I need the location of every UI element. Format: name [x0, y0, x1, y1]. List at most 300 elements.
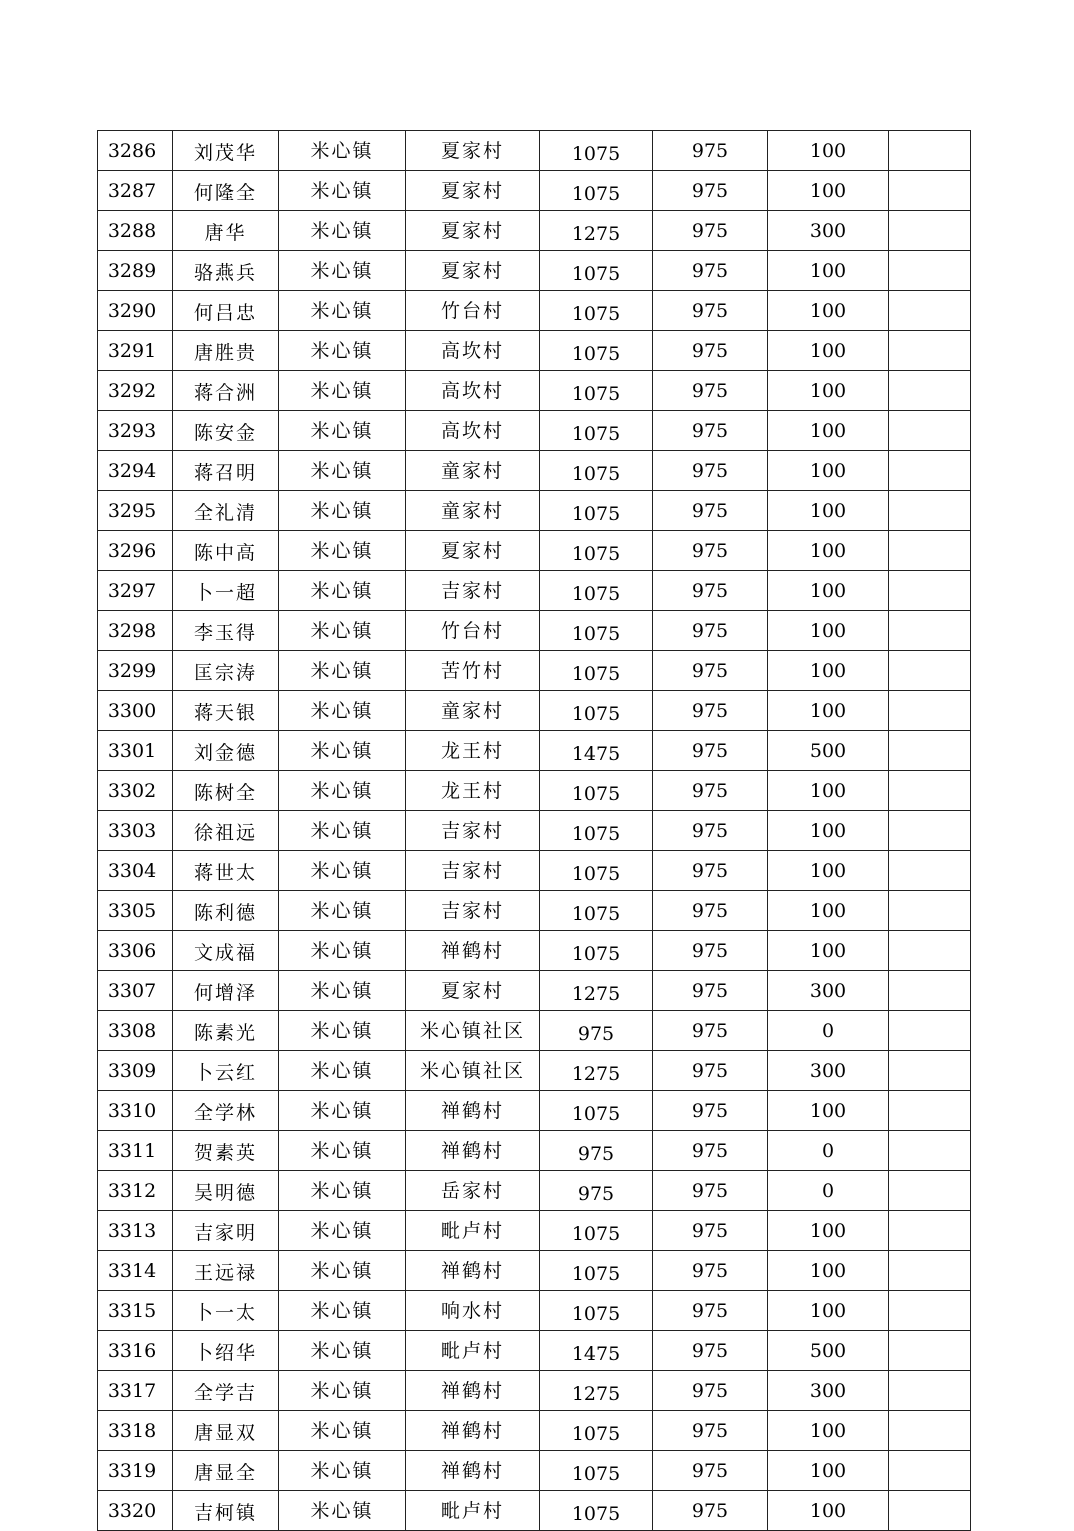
town-cell: 米心镇 — [279, 1291, 406, 1331]
amount-b-cell: 975 — [653, 1371, 768, 1411]
name-cell: 全礼清 — [173, 491, 279, 531]
town-cell: 米心镇 — [279, 1171, 406, 1211]
name-cell: 李玉得 — [173, 611, 279, 651]
name-cell: 徐祖远 — [173, 811, 279, 851]
village-cell: 禅鹤村 — [406, 1131, 540, 1171]
table-row — [98, 931, 971, 971]
table-row — [98, 1051, 971, 1091]
note-cell — [889, 171, 971, 211]
amount-a-cell: 1075 — [540, 131, 653, 171]
town-cell: 米心镇 — [279, 411, 406, 451]
amount-a-cell: 975 — [540, 1131, 653, 1171]
amount-c-cell: 100 — [768, 1291, 889, 1331]
village-cell: 禅鹤村 — [406, 1091, 540, 1131]
amount-c-cell: 300 — [768, 971, 889, 1011]
row-number-cell: 3303 — [98, 811, 173, 851]
row-number-cell: 3315 — [98, 1291, 173, 1331]
name-cell: 陈利德 — [173, 891, 279, 931]
amount-a-cell: 975 — [540, 1011, 653, 1051]
row-number-cell: 3302 — [98, 771, 173, 811]
note-cell — [889, 1131, 971, 1171]
row-number-cell: 3307 — [98, 971, 173, 1011]
note-cell — [889, 1411, 971, 1451]
amount-b-cell: 975 — [653, 651, 768, 691]
amount-a-cell: 1075 — [540, 891, 653, 931]
amount-b-cell: 975 — [653, 1011, 768, 1051]
village-cell: 童家村 — [406, 691, 540, 731]
village-cell: 高坎村 — [406, 331, 540, 371]
amount-b-cell: 975 — [653, 251, 768, 291]
village-cell: 禅鹤村 — [406, 1371, 540, 1411]
row-number-cell: 3318 — [98, 1411, 173, 1451]
amount-a-cell: 1475 — [540, 1331, 653, 1371]
village-cell: 龙王村 — [406, 731, 540, 771]
table-row — [98, 851, 971, 891]
amount-c-cell: 100 — [768, 491, 889, 531]
note-cell — [889, 1011, 971, 1051]
amount-a-cell: 1075 — [540, 1451, 653, 1491]
name-cell: 吴明德 — [173, 1171, 279, 1211]
row-number-cell: 3310 — [98, 1091, 173, 1131]
amount-b-cell: 975 — [653, 1451, 768, 1491]
amount-a-cell: 1075 — [540, 411, 653, 451]
note-cell — [889, 1451, 971, 1491]
village-cell: 夏家村 — [406, 531, 540, 571]
town-cell: 米心镇 — [279, 1251, 406, 1291]
amount-c-cell: 100 — [768, 531, 889, 571]
note-cell — [889, 691, 971, 731]
town-cell: 米心镇 — [279, 171, 406, 211]
amount-a-cell: 1075 — [540, 931, 653, 971]
village-cell: 禅鹤村 — [406, 931, 540, 971]
amount-c-cell: 100 — [768, 891, 889, 931]
amount-b-cell: 975 — [653, 731, 768, 771]
town-cell: 米心镇 — [279, 531, 406, 571]
amount-b-cell: 975 — [653, 491, 768, 531]
note-cell — [889, 211, 971, 251]
row-number-cell: 3308 — [98, 1011, 173, 1051]
name-cell: 卜云红 — [173, 1051, 279, 1091]
amount-a-cell: 1075 — [540, 291, 653, 331]
town-cell: 米心镇 — [279, 211, 406, 251]
amount-b-cell: 975 — [653, 611, 768, 651]
amount-b-cell: 975 — [653, 1251, 768, 1291]
name-cell: 唐显双 — [173, 1411, 279, 1451]
name-cell: 陈树全 — [173, 771, 279, 811]
table-row — [98, 131, 971, 171]
town-cell: 米心镇 — [279, 1011, 406, 1051]
amount-c-cell: 100 — [768, 131, 889, 171]
town-cell: 米心镇 — [279, 1411, 406, 1451]
row-number-cell: 3296 — [98, 531, 173, 571]
table-row — [98, 1451, 971, 1491]
note-cell — [889, 851, 971, 891]
name-cell: 卜一太 — [173, 1291, 279, 1331]
row-number-cell: 3291 — [98, 331, 173, 371]
table-row — [98, 811, 971, 851]
village-cell: 吉家村 — [406, 891, 540, 931]
town-cell: 米心镇 — [279, 371, 406, 411]
row-number-cell: 3298 — [98, 611, 173, 651]
table-row — [98, 1371, 971, 1411]
amount-a-cell: 1075 — [540, 451, 653, 491]
table-row — [98, 731, 971, 771]
name-cell: 文成福 — [173, 931, 279, 971]
table-row — [98, 1011, 971, 1051]
name-cell: 何隆全 — [173, 171, 279, 211]
village-cell: 响水村 — [406, 1291, 540, 1331]
note-cell — [889, 1371, 971, 1411]
town-cell: 米心镇 — [279, 651, 406, 691]
amount-c-cell: 100 — [768, 771, 889, 811]
village-cell: 吉家村 — [406, 571, 540, 611]
note-cell — [889, 931, 971, 971]
village-cell: 吉家村 — [406, 811, 540, 851]
amount-b-cell: 975 — [653, 811, 768, 851]
name-cell: 蒋天银 — [173, 691, 279, 731]
village-cell: 夏家村 — [406, 171, 540, 211]
table-row — [98, 1251, 971, 1291]
town-cell: 米心镇 — [279, 1051, 406, 1091]
table-row — [98, 1131, 971, 1171]
amount-c-cell: 100 — [768, 1491, 889, 1531]
amount-c-cell: 0 — [768, 1171, 889, 1211]
name-cell: 卜绍华 — [173, 1331, 279, 1371]
note-cell — [889, 1491, 971, 1531]
amount-a-cell: 1075 — [540, 1291, 653, 1331]
village-cell: 童家村 — [406, 491, 540, 531]
table-row — [98, 611, 971, 651]
name-cell: 全学吉 — [173, 1371, 279, 1411]
table-row — [98, 171, 971, 211]
amount-c-cell: 100 — [768, 411, 889, 451]
table-row — [98, 971, 971, 1011]
village-cell: 高坎村 — [406, 371, 540, 411]
table-row — [98, 451, 971, 491]
note-cell — [889, 1051, 971, 1091]
amount-a-cell: 1075 — [540, 611, 653, 651]
town-cell: 米心镇 — [279, 891, 406, 931]
town-cell: 米心镇 — [279, 771, 406, 811]
amount-b-cell: 975 — [653, 851, 768, 891]
amount-c-cell: 100 — [768, 291, 889, 331]
name-cell: 唐华 — [173, 211, 279, 251]
amount-b-cell: 975 — [653, 771, 768, 811]
amount-c-cell: 100 — [768, 611, 889, 651]
row-number-cell: 3317 — [98, 1371, 173, 1411]
note-cell — [889, 1171, 971, 1211]
town-cell: 米心镇 — [279, 1331, 406, 1371]
row-number-cell: 3297 — [98, 571, 173, 611]
amount-a-cell: 1075 — [540, 171, 653, 211]
row-number-cell: 3320 — [98, 1491, 173, 1531]
amount-c-cell: 500 — [768, 1331, 889, 1371]
amount-c-cell: 100 — [768, 1251, 889, 1291]
note-cell — [889, 971, 971, 1011]
amount-c-cell: 0 — [768, 1131, 889, 1171]
row-number-cell: 3299 — [98, 651, 173, 691]
amount-b-cell: 975 — [653, 1171, 768, 1211]
table-row — [98, 651, 971, 691]
village-cell: 龙王村 — [406, 771, 540, 811]
village-cell: 吉家村 — [406, 851, 540, 891]
table-row — [98, 291, 971, 331]
village-cell: 高坎村 — [406, 411, 540, 451]
note-cell — [889, 771, 971, 811]
note-cell — [889, 411, 971, 451]
amount-b-cell: 975 — [653, 451, 768, 491]
amount-c-cell: 100 — [768, 1451, 889, 1491]
amount-c-cell: 100 — [768, 571, 889, 611]
amount-a-cell: 1275 — [540, 1051, 653, 1091]
amount-a-cell: 1075 — [540, 811, 653, 851]
note-cell — [889, 811, 971, 851]
note-cell — [889, 1331, 971, 1371]
amount-c-cell: 100 — [768, 931, 889, 971]
name-cell: 陈安金 — [173, 411, 279, 451]
village-cell: 毗卢村 — [406, 1331, 540, 1371]
town-cell: 米心镇 — [279, 731, 406, 771]
row-number-cell: 3290 — [98, 291, 173, 331]
town-cell: 米心镇 — [279, 1131, 406, 1171]
amount-a-cell: 1075 — [540, 531, 653, 571]
town-cell: 米心镇 — [279, 1211, 406, 1251]
table-row — [98, 571, 971, 611]
amount-b-cell: 975 — [653, 131, 768, 171]
note-cell — [889, 371, 971, 411]
table-row — [98, 251, 971, 291]
name-cell: 匡宗涛 — [173, 651, 279, 691]
amount-b-cell: 975 — [653, 971, 768, 1011]
amount-c-cell: 100 — [768, 1211, 889, 1251]
table-row — [98, 1491, 971, 1531]
amount-c-cell: 300 — [768, 1051, 889, 1091]
village-cell: 禅鹤村 — [406, 1451, 540, 1491]
table-row — [98, 1411, 971, 1451]
amount-a-cell: 1075 — [540, 691, 653, 731]
table-row — [98, 1291, 971, 1331]
town-cell: 米心镇 — [279, 691, 406, 731]
amount-b-cell: 975 — [653, 1291, 768, 1331]
row-number-cell: 3309 — [98, 1051, 173, 1091]
town-cell: 米心镇 — [279, 1451, 406, 1491]
town-cell: 米心镇 — [279, 851, 406, 891]
amount-a-cell: 975 — [540, 1171, 653, 1211]
amount-b-cell: 975 — [653, 411, 768, 451]
name-cell: 唐显全 — [173, 1451, 279, 1491]
amount-a-cell: 1075 — [540, 771, 653, 811]
amount-b-cell: 975 — [653, 571, 768, 611]
table-row — [98, 691, 971, 731]
row-number-cell: 3313 — [98, 1211, 173, 1251]
note-cell — [889, 451, 971, 491]
amount-c-cell: 100 — [768, 1411, 889, 1451]
village-cell: 竹台村 — [406, 291, 540, 331]
amount-a-cell: 1075 — [540, 371, 653, 411]
village-cell: 竹台村 — [406, 611, 540, 651]
amount-c-cell: 100 — [768, 171, 889, 211]
amount-b-cell: 975 — [653, 531, 768, 571]
town-cell: 米心镇 — [279, 1371, 406, 1411]
amount-a-cell: 1075 — [540, 571, 653, 611]
name-cell: 何吕忠 — [173, 291, 279, 331]
amount-a-cell: 1275 — [540, 1371, 653, 1411]
row-number-cell: 3319 — [98, 1451, 173, 1491]
town-cell: 米心镇 — [279, 1491, 406, 1531]
amount-a-cell: 1075 — [540, 1091, 653, 1131]
town-cell: 米心镇 — [279, 931, 406, 971]
amount-a-cell: 1275 — [540, 971, 653, 1011]
amount-b-cell: 975 — [653, 1211, 768, 1251]
amount-b-cell: 975 — [653, 931, 768, 971]
town-cell: 米心镇 — [279, 251, 406, 291]
amount-c-cell: 500 — [768, 731, 889, 771]
amount-b-cell: 975 — [653, 171, 768, 211]
note-cell — [889, 251, 971, 291]
town-cell: 米心镇 — [279, 451, 406, 491]
village-cell: 毗卢村 — [406, 1491, 540, 1531]
amount-b-cell: 975 — [653, 1491, 768, 1531]
amount-a-cell: 1075 — [540, 1491, 653, 1531]
amount-a-cell: 1075 — [540, 1211, 653, 1251]
table-row — [98, 1331, 971, 1371]
amount-b-cell: 975 — [653, 291, 768, 331]
name-cell: 蒋世太 — [173, 851, 279, 891]
village-cell: 童家村 — [406, 451, 540, 491]
table-row — [98, 211, 971, 251]
amount-c-cell: 100 — [768, 651, 889, 691]
amount-a-cell: 1475 — [540, 731, 653, 771]
name-cell: 骆燕兵 — [173, 251, 279, 291]
row-number-cell: 3286 — [98, 131, 173, 171]
row-number-cell: 3305 — [98, 891, 173, 931]
name-cell: 刘金德 — [173, 731, 279, 771]
table-row — [98, 1211, 971, 1251]
village-cell: 米心镇社区 — [406, 1051, 540, 1091]
row-number-cell: 3292 — [98, 371, 173, 411]
name-cell: 蒋合洲 — [173, 371, 279, 411]
row-number-cell: 3311 — [98, 1131, 173, 1171]
row-number-cell: 3295 — [98, 491, 173, 531]
table-row — [98, 1091, 971, 1131]
village-cell: 苦竹村 — [406, 651, 540, 691]
amount-c-cell: 100 — [768, 811, 889, 851]
name-cell: 全学林 — [173, 1091, 279, 1131]
note-cell — [889, 491, 971, 531]
name-cell: 吉家明 — [173, 1211, 279, 1251]
amount-b-cell: 975 — [653, 1331, 768, 1371]
name-cell: 王远禄 — [173, 1251, 279, 1291]
note-cell — [889, 1091, 971, 1131]
amount-c-cell: 100 — [768, 1091, 889, 1131]
amount-b-cell: 975 — [653, 1131, 768, 1171]
village-cell: 夏家村 — [406, 131, 540, 171]
amount-c-cell: 100 — [768, 851, 889, 891]
note-cell — [889, 651, 971, 691]
data-table — [97, 130, 971, 1531]
row-number-cell: 3293 — [98, 411, 173, 451]
amount-c-cell: 100 — [768, 251, 889, 291]
amount-b-cell: 975 — [653, 211, 768, 251]
name-cell: 陈中高 — [173, 531, 279, 571]
town-cell: 米心镇 — [279, 571, 406, 611]
row-number-cell: 3294 — [98, 451, 173, 491]
amount-a-cell: 1075 — [540, 491, 653, 531]
row-number-cell: 3304 — [98, 851, 173, 891]
table-body — [98, 131, 971, 1531]
note-cell — [889, 571, 971, 611]
row-number-cell: 3314 — [98, 1251, 173, 1291]
amount-a-cell: 1075 — [540, 851, 653, 891]
village-cell: 夏家村 — [406, 251, 540, 291]
town-cell: 米心镇 — [279, 811, 406, 851]
table-row — [98, 371, 971, 411]
note-cell — [889, 611, 971, 651]
amount-a-cell: 1275 — [540, 211, 653, 251]
amount-c-cell: 0 — [768, 1011, 889, 1051]
amount-a-cell: 1075 — [540, 251, 653, 291]
amount-a-cell: 1075 — [540, 651, 653, 691]
amount-c-cell: 100 — [768, 331, 889, 371]
name-cell: 何增泽 — [173, 971, 279, 1011]
table-row — [98, 891, 971, 931]
amount-b-cell: 975 — [653, 1091, 768, 1131]
amount-a-cell: 1075 — [540, 1411, 653, 1451]
row-number-cell: 3316 — [98, 1331, 173, 1371]
amount-b-cell: 975 — [653, 1051, 768, 1091]
amount-b-cell: 975 — [653, 691, 768, 731]
amount-c-cell: 300 — [768, 1371, 889, 1411]
amount-c-cell: 300 — [768, 211, 889, 251]
table-row — [98, 771, 971, 811]
name-cell: 刘茂华 — [173, 131, 279, 171]
town-cell: 米心镇 — [279, 291, 406, 331]
name-cell: 陈素光 — [173, 1011, 279, 1051]
note-cell — [889, 891, 971, 931]
town-cell: 米心镇 — [279, 331, 406, 371]
row-number-cell: 3312 — [98, 1171, 173, 1211]
note-cell — [889, 131, 971, 171]
town-cell: 米心镇 — [279, 971, 406, 1011]
amount-b-cell: 975 — [653, 891, 768, 931]
amount-c-cell: 100 — [768, 691, 889, 731]
row-number-cell: 3301 — [98, 731, 173, 771]
town-cell: 米心镇 — [279, 491, 406, 531]
name-cell: 卜一超 — [173, 571, 279, 611]
village-cell: 米心镇社区 — [406, 1011, 540, 1051]
village-cell: 夏家村 — [406, 971, 540, 1011]
note-cell — [889, 531, 971, 571]
row-number-cell: 3288 — [98, 211, 173, 251]
name-cell: 蒋召明 — [173, 451, 279, 491]
amount-c-cell: 100 — [768, 371, 889, 411]
amount-b-cell: 975 — [653, 331, 768, 371]
town-cell: 米心镇 — [279, 611, 406, 651]
name-cell: 吉柯镇 — [173, 1491, 279, 1531]
note-cell — [889, 731, 971, 771]
amount-a-cell: 1075 — [540, 331, 653, 371]
village-cell: 毗卢村 — [406, 1211, 540, 1251]
village-cell: 禅鹤村 — [406, 1411, 540, 1451]
village-cell: 岳家村 — [406, 1171, 540, 1211]
note-cell — [889, 291, 971, 331]
amount-b-cell: 975 — [653, 371, 768, 411]
row-number-cell: 3287 — [98, 171, 173, 211]
village-cell: 禅鹤村 — [406, 1251, 540, 1291]
amount-a-cell: 1075 — [540, 1251, 653, 1291]
name-cell: 唐胜贵 — [173, 331, 279, 371]
table-row — [98, 1171, 971, 1211]
